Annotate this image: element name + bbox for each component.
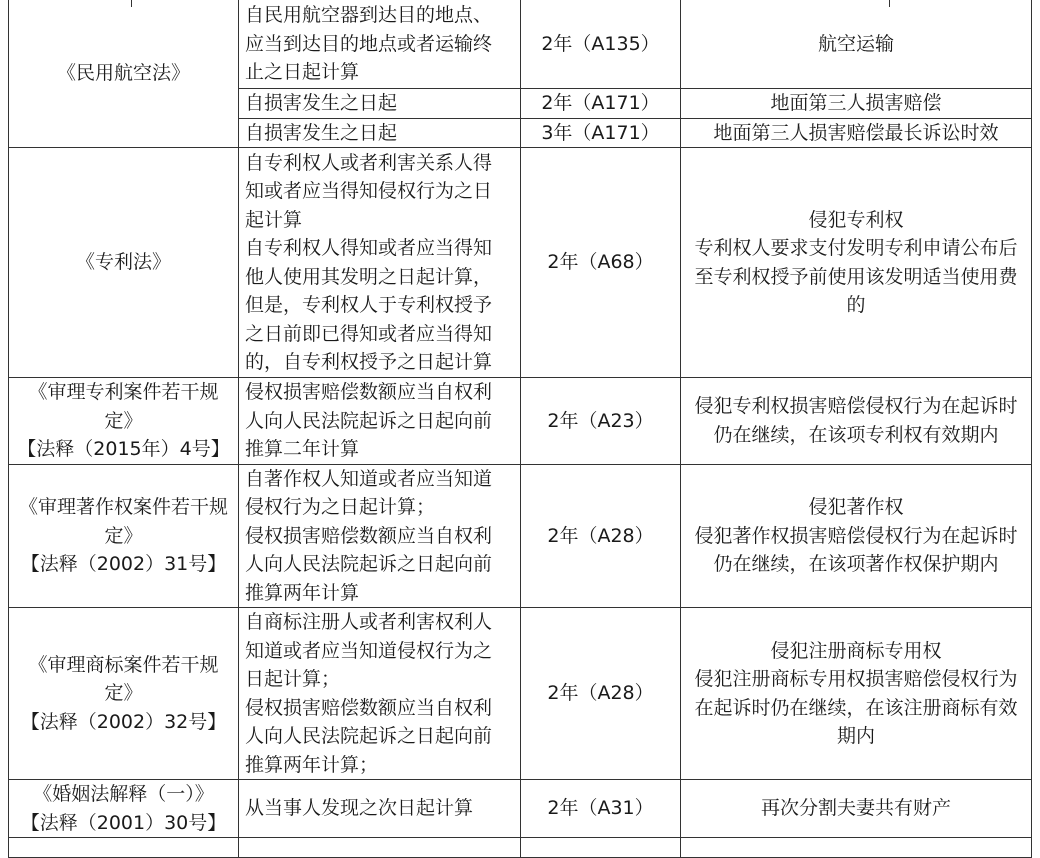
start-line: 自损害发生之日起 [245, 92, 398, 114]
start-line: 侵权损害赔偿数额应当自权利 [245, 524, 493, 547]
period-cell: 2年（A28） [521, 464, 681, 608]
subject-cell [681, 118, 1032, 148]
period-cell: 2年（A28） [521, 608, 681, 780]
start-line: 侵权损害赔偿数额应当自权利 [245, 696, 493, 719]
start-cell [239, 378, 521, 465]
period-cell: 2年（A68） [521, 148, 681, 378]
subject-line: 仍在继续，在该项著作权保护期内 [713, 553, 999, 575]
law-cell [9, 464, 239, 608]
period-cell: 2年（A135） [521, 0, 681, 89]
subject-line: 期内 [836, 725, 875, 747]
table-row [9, 0, 1032, 89]
start-line: 推算两年计算 [245, 581, 360, 604]
start-line: 起计算 [245, 208, 303, 231]
start-cell [239, 148, 521, 378]
start-line: 止之日起计算 [245, 61, 360, 84]
law-line: 【法释（2001）30号】 [20, 811, 227, 834]
start-line: 知道或者应当知道侵权行为之 [245, 639, 493, 662]
subject-line: 侵犯专利权损害赔偿侵权行为在起诉时 [694, 395, 1018, 418]
start-cell [239, 780, 521, 838]
law-cell [9, 0, 239, 148]
start-line: 侵权行为之日起计算； [245, 496, 436, 518]
period-cell: 3年（A171） [521, 118, 681, 148]
subject-line: 在起诉时仍在继续，在该注册商标有效 [694, 696, 1018, 719]
start-line: 他人使用其发明之日起计算， [245, 265, 493, 288]
subject-line: 仍在继续，在该项专利权有效期内 [713, 423, 999, 446]
table-row [9, 148, 1032, 378]
table-row [9, 780, 1032, 838]
start-line: 自专利权人得知或者应当得知 [245, 237, 493, 259]
start-line: 的，自专利权授予之日起计算 [245, 351, 493, 373]
subject-line: 航空运输 [817, 32, 894, 55]
start-line: 自专利权人或者利害关系人得 [245, 151, 493, 174]
start-line: 知或者应当得知侵权行为之日 [245, 180, 493, 202]
start-line: 自著作权人知道或者应当知道 [245, 467, 493, 490]
subject-cell [681, 464, 1032, 608]
law-line: 《审理著作权案件若干规 [18, 496, 228, 518]
law-cell [9, 378, 239, 465]
start-line: 从当事人发现之次日起计算 [245, 797, 474, 820]
start-cell [239, 464, 521, 608]
law-line: 定》 [104, 524, 143, 547]
table-row [9, 608, 1032, 780]
law-line: 【法释（2002）32号】 [20, 710, 227, 733]
law-line: 《专利法》 [75, 251, 171, 274]
law-line: 【法释（2015年）4号】 [17, 438, 230, 460]
start-cell [239, 89, 521, 119]
law-line: 【法释（2002）31号】 [20, 553, 227, 575]
subject-line: 专利权人要求支付发明专利申请公布后 [694, 237, 1018, 259]
table-row [9, 464, 1032, 608]
subject-cell [681, 0, 1032, 89]
law-cell [9, 780, 239, 838]
table-body [9, 0, 1032, 858]
start-line: 应当到达目的地点或者运输终 [245, 32, 493, 55]
start-line: 人向人民法院起诉之日起向前 [245, 725, 493, 747]
start-cell [239, 118, 521, 148]
period-cell: 2年（A23） [521, 378, 681, 465]
subject-line: 侵犯注册商标专用权 [770, 639, 942, 662]
start-line: 推算两年计算； [245, 753, 379, 776]
subject-line: 侵犯著作权 [808, 496, 904, 518]
subject-line: 侵犯注册商标专用权损害赔偿侵权行为 [694, 668, 1018, 690]
start-cell [239, 0, 521, 89]
subject-cell [681, 89, 1032, 119]
start-line: 日起计算； [245, 668, 341, 690]
limitation-period-table [8, 0, 1032, 858]
period-cell: 2年（A31） [521, 780, 681, 838]
period-cell: 2年（A171） [521, 89, 681, 119]
subject-cell [681, 148, 1032, 378]
law-cell [9, 148, 239, 378]
subject-line: 侵犯著作权损害赔偿侵权行为在起诉时 [694, 524, 1018, 547]
start-line: 之日前即已得知或者应当得知 [245, 322, 493, 345]
start-line: 自损害发生之日起 [245, 121, 398, 144]
start-line: 侵权损害赔偿数额应当自权利 [245, 381, 493, 403]
law-line: 《婚姻法解释（一）》 [33, 783, 214, 805]
start-line: 但是，专利权人于专利权授予 [245, 294, 493, 316]
law-cell [9, 608, 239, 780]
subject-line: 侵犯专利权 [808, 208, 904, 231]
subject-line: 地面第三人损害赔偿最长诉讼时效 [713, 121, 999, 144]
law-line: 定》 [104, 409, 143, 432]
subject-line: 再次分割夫妻共有财产 [760, 797, 951, 820]
start-cell [239, 608, 521, 780]
subject-line: 的 [846, 294, 866, 316]
start-line: 人向人民法院起诉之日起向前 [245, 409, 493, 432]
start-line: 人向人民法院起诉之日起向前 [245, 553, 493, 575]
subject-cell [681, 608, 1032, 780]
subject-cell [681, 378, 1032, 465]
law-line: 《审理商标案件若干规 [28, 653, 219, 676]
subject-line: 地面第三人损害赔偿 [770, 92, 942, 114]
subject-cell [681, 780, 1032, 838]
start-line: 自商标注册人或者利害权利人 [245, 611, 493, 633]
law-line: 定》 [104, 682, 143, 705]
start-line: 自民用航空器到达目的地点、 [245, 4, 493, 27]
law-line: 《民用航空法》 [56, 62, 190, 85]
start-line: 推算二年计算 [245, 438, 360, 460]
table-row [9, 378, 1032, 465]
subject-line: 至专利权授予前使用该发明适当使用费 [694, 265, 1018, 288]
law-line: 《审理专利案件若干规 [28, 381, 219, 403]
